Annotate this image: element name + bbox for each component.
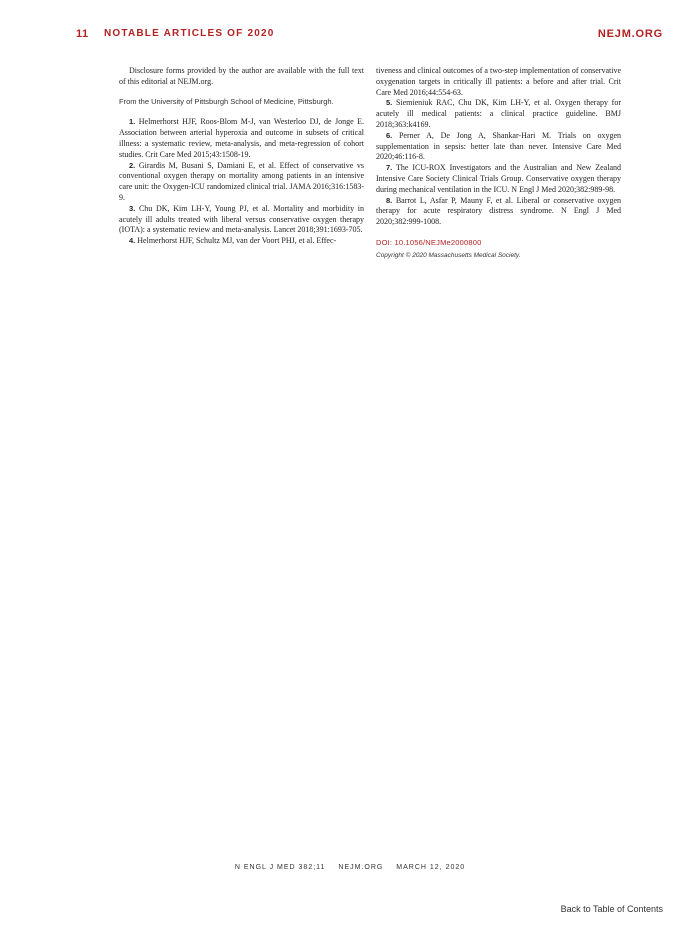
reference-text: Perner A, De Jong A, Shankar-Hari M. Trials on oxygen supplementation in sepsis: better late than never. Intensive Care Med 2020;46:116-8. (376, 130, 622, 162)
reference-number: 5. (386, 98, 393, 108)
reference-number: 3. (129, 203, 136, 213)
reference-5 (376, 98, 621, 130)
reference-text: Siemieniuk RAC, Chu DK, Kim LH-Y, et al. Oxygen therapy for acutely ill medical patients: a clinical practice guideline. BMJ 2018;363:k4169. (376, 98, 621, 129)
footer-date: MARCH 12, 2020 (396, 864, 466, 871)
affiliation-text: From the University of Pittsburgh School of Medicine, Pittsburgh. (119, 96, 334, 106)
reference-text: Helmerhorst HJF, Schultz MJ, van der Voort PHJ, et al. Effec- (137, 236, 337, 246)
page-header (76, 28, 663, 42)
reference-text: Girardis M, Busani S, Damiani E, et al. Effect of conservative vs conventional oxygen therapy on mortality among patients in an intensive care unit: the Oxygen-ICU randomized clinical trial. JAMA 2016;316:1583-9. (119, 160, 365, 202)
reference-text: The ICU-ROX Investigators and the Australian and New Zealand Intensive Care Society Clinical Trials Group. Conservative oxygen therapy during mechanical ventilation in the ICU. N Engl J Med 2020;382:989-98. (376, 163, 621, 194)
reference-number: 1. (129, 117, 136, 127)
reference-number: 2. (129, 160, 136, 170)
reference-text: Helmerhorst HJF, Roos-Blom M-J, van Westerloo DJ, de Jonge E. Association between arterial hyperoxia and outcome in subsets of critical illness: a systematic review, meta-analysis, and meta-regression of cohort studies. Crit Care Med 2015;43:1508-19. (119, 117, 365, 159)
reference-number: 4. (129, 236, 136, 246)
copyright-notice: Copyright © 2020 Massachusetts Medical Society. (376, 251, 521, 259)
left-column (119, 66, 364, 247)
reference-text: Barrot L, Asfar P, Mauny F, et al. Liberal or conservative oxygen therapy for acute respiratory distress syndrome. N Engl J Med 2020;382:999-1008. (376, 195, 621, 227)
reference-number: 7. (386, 163, 393, 173)
reference-number: 6. (386, 130, 393, 140)
reference-3 (119, 204, 364, 236)
reference-2 (119, 161, 364, 204)
reference-4-start (119, 236, 364, 247)
right-column (376, 66, 621, 262)
footer-journal: N ENGL J MED 382;11 (234, 864, 326, 871)
section-title: NOTABLE ARTICLES OF 2020 (104, 28, 275, 39)
reference-4-continued: tiveness and clinical outcomes of a two-step implementation of conservative oxygenation targets in critically ill patients: a before and after trial. Crit Care Med 2016;44:554-63. (376, 66, 621, 97)
reference-7 (376, 163, 621, 195)
back-to-toc-link[interactable]: Back to Table of Contents (560, 904, 663, 914)
page-footer (0, 864, 700, 871)
doi-link[interactable]: DOI: 10.1056/NEJMe2000800 (376, 237, 482, 247)
reference-text: Chu DK, Kim LH-Y, Young PJ, et al. Mortality and morbidity in acutely ill adults treated with liberal versus conservative oxygen therapy (IOTA): a systematic review and meta-analysis. Lancet 2018;391:1693-705. (119, 203, 364, 235)
brand-logo: NEJM.ORG (597, 28, 663, 40)
page-number: 11 (76, 28, 89, 40)
reference-number: 8. (386, 195, 393, 205)
reference-8 (376, 196, 621, 228)
footer-site: NEJM.ORG (338, 864, 384, 871)
reference-1 (119, 117, 364, 160)
reference-6 (376, 131, 621, 163)
disclosure-text: Disclosure forms provided by the author are available with the full text of this editorial at NEJM.org. (119, 66, 364, 86)
